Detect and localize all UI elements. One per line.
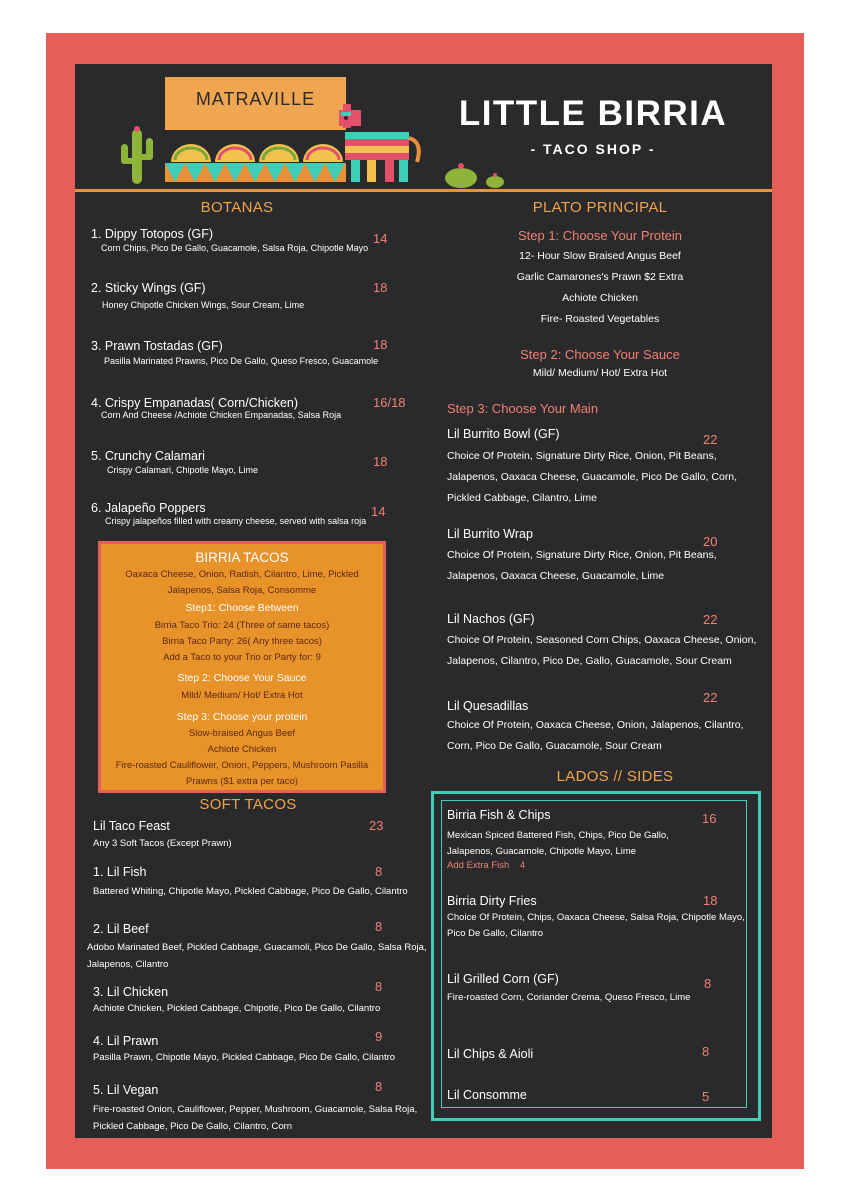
birria-protein-1: Slow-braised Angus Beef xyxy=(188,728,296,739)
main-burrito-wrap-price: 20 xyxy=(703,534,718,549)
plato-principal-title: PLATO PRINCIPAL xyxy=(532,199,668,216)
plato-step-3: Step 3: Choose Your Main xyxy=(447,401,599,416)
main-burrito-wrap-name: Lil Burrito Wrap xyxy=(447,527,533,541)
botanas-item-3-price: 18 xyxy=(373,337,388,352)
lados-title: LADOS // SIDES xyxy=(556,768,674,785)
birria-option-3: Add a Taco to your Trio or Party for: 9 xyxy=(163,652,321,663)
botanas-item-2-price: 18 xyxy=(373,280,388,295)
botanas-item-6-desc: Crispy jalapeños filled with creamy cheese, served with salsa roja xyxy=(105,516,367,526)
soft-taco-feast-name: Lil Taco Feast xyxy=(93,819,170,833)
birria-desc-line-1: Oaxaca Cheese, Onion, Radish, Cilantro, Lime, Pickled xyxy=(125,569,359,580)
birria-step-3: Step 3: Choose your protein xyxy=(176,711,308,723)
side-fish-chips-price: 16 xyxy=(702,811,717,826)
side-fish-chips-desc: Mexican Spiced Battered Fish, Chips, Pico De Gallo, Jalapenos, Guacamole, Chipotle Mayo, Lime xyxy=(447,830,669,857)
main-burrito-bowl-desc: Choice Of Protein, Signature Dirty Rice, Onion, Pit Beans, Jalapenos, Oaxaca Cheese, Guacamole, Pico De Gallo, Corn, Pickled Cabbage, Cilantro, Lime xyxy=(447,450,738,504)
soft-taco-fish-price: 8 xyxy=(375,864,383,879)
plato-protein-4: Fire- Roasted Vegetables xyxy=(540,313,660,325)
side-fish-chips-extra: Add Extra Fish 4 xyxy=(447,860,526,871)
botanas-item-5-desc: Crispy Calamari, Chipotle Mayo, Lime xyxy=(107,465,259,475)
side-consomme-price: 5 xyxy=(702,1089,710,1104)
side-dirty-fries-desc: Choice Of Protein, Chips, Oaxaca Cheese, Salsa Roja, Chipotle Mayo, Pico De Gallo, Cilantro xyxy=(447,912,745,939)
soft-taco-feast-price: 23 xyxy=(369,818,384,833)
soft-taco-beef-price: 8 xyxy=(375,919,383,934)
menu-board xyxy=(75,64,772,1138)
soft-taco-vegan-desc: Fire-roasted Onion, Cauliflower, Pepper, Mushroom, Guacamole, Salsa Roja, Pickled Cabbage, Pico De Gallo, Cilantro, Corn xyxy=(93,1104,418,1132)
botanas-item-2-name: 2. Sticky Wings (GF) xyxy=(91,281,206,295)
main-quesadillas-price: 22 xyxy=(703,690,718,705)
main-burrito-bowl-price: 22 xyxy=(703,432,718,447)
soft-taco-fish-desc: Battered Whiting, Chipotle Mayo, Pickled Cabbage, Pico De Gallo, Cilantro xyxy=(93,886,408,897)
birria-sauce: Mild/ Medium/ Hot/ Extra Hot xyxy=(181,690,303,701)
birria-step-1: Step1: Choose Between xyxy=(185,602,299,614)
page-title: LITTLE BIRRIA xyxy=(458,94,728,133)
soft-taco-fish-name: 1. Lil Fish xyxy=(93,865,147,879)
soft-taco-chicken-price: 8 xyxy=(375,979,383,994)
main-quesadillas-name: Lil Quesadillas xyxy=(447,699,529,713)
plato-protein-3: Achiote Chicken xyxy=(562,292,638,304)
soft-taco-vegan-name: 5. Lil Vegan xyxy=(93,1083,159,1097)
botanas-item-6-price: 14 xyxy=(371,504,386,519)
soft-taco-beef-name: 2. Lil Beef xyxy=(93,922,149,936)
plato-step-2: Step 2: Choose Your Sauce xyxy=(520,347,680,362)
birria-tacos-title: BIRRIA TACOS xyxy=(195,550,289,565)
soft-taco-prawn-desc: Pasilla Prawn, Chipotle Mayo, Pickled Cabbage, Pico De Gallo, Cilantro xyxy=(93,1052,396,1063)
botanas-item-4-desc: Corn And Cheese /Achiote Chicken Empanadas, Salsa Roja xyxy=(101,410,342,420)
cactus-icon xyxy=(117,124,157,184)
plato-step-1: Step 1: Choose Your Protein xyxy=(517,228,683,243)
main-nachos-desc: Choice Of Protein, Seasoned Corn Chips, Oaxaca Cheese, Onion, Jalapenos, Cilantro, Pico De, Gallo, Guacamole, Sour Cream xyxy=(447,634,757,667)
soft-tacos-title: SOFT TACOS xyxy=(199,796,297,813)
side-grilled-corn-price: 8 xyxy=(704,976,712,991)
side-consomme-name: Lil Consomme xyxy=(447,1088,527,1102)
botanas-item-6-name: 6. Jalapeño Poppers xyxy=(91,501,206,515)
soft-taco-vegan-price: 8 xyxy=(375,1079,383,1094)
botanas-item-1-desc: Corn Chips, Pico De Gallo, Guacamole, Salsa Roja, Chipotle Mayo xyxy=(101,243,369,253)
plato-sauce: Mild/ Medium/ Hot/ Extra Hot xyxy=(532,367,668,379)
birria-option-2: Birria Taco Party: 26( Any three tacos) xyxy=(162,636,322,647)
botanas-item-3-name: 3. Prawn Tostadas (GF) xyxy=(91,339,223,353)
birria-tacos-box xyxy=(98,541,386,793)
birria-protein-2: Achiote Chicken xyxy=(207,744,277,755)
pinata-icon xyxy=(337,102,427,184)
birria-protein-3: Fire-roasted Cauliflower, Onion, Peppers, Mushroom Pasilla xyxy=(115,760,369,771)
tacos-icon xyxy=(165,130,346,182)
side-chips-aioli-price: 8 xyxy=(702,1044,710,1059)
botanas-title: BOTANAS xyxy=(200,199,274,216)
botanas-item-4-name: 4. Crispy Empanadas( Corn/Chicken) xyxy=(91,396,299,410)
main-quesadillas-desc: Choice Of Protein, Oaxaca Cheese, Onion, Jalapenos, Cilantro, Corn, Pico De Gallo, Guacamole, Sour Cream xyxy=(447,719,744,752)
main-burrito-wrap-desc: Choice Of Protein, Signature Dirty Rice, Onion, Pit Beans, Jalapenos, Oaxaca Cheese, Guacamole, Lime xyxy=(447,549,717,582)
soft-taco-prawn-name: 4. Lil Prawn xyxy=(93,1034,159,1048)
soft-taco-feast-desc: Any 3 Soft Tacos (Except Prawn) xyxy=(93,838,232,849)
botanas-item-5-price: 18 xyxy=(373,454,388,469)
botanas-item-2-desc: Honey Chipotle Chicken Wings, Sour Cream, Lime xyxy=(102,300,305,310)
banner-text: MATRAVILLE xyxy=(195,89,316,109)
header-divider xyxy=(75,189,772,192)
birria-option-1: Birria Taco Trio: 24 (Three of same tacos) xyxy=(154,620,330,631)
side-grilled-corn-desc: Fire-roasted Corn, Coriander Crema, Queso Fresco, Lime xyxy=(447,992,691,1003)
page-subtitle: - TACO SHOP - xyxy=(530,141,656,157)
botanas-item-5-name: 5. Crunchy Calamari xyxy=(91,449,205,463)
botanas-item-4-price: 16/18 xyxy=(373,395,406,410)
botanas-item-1-price: 14 xyxy=(373,231,388,246)
birria-protein-4: Prawns ($1 extra per taco) xyxy=(186,776,298,787)
side-fish-chips-name: Birria Fish & Chips xyxy=(447,808,551,822)
main-nachos-name: Lil Nachos (GF) xyxy=(447,612,535,626)
side-dirty-fries-name: Birria Dirty Fries xyxy=(447,894,537,908)
main-nachos-price: 22 xyxy=(703,612,718,627)
botanas-item-1-name: 1. Dippy Totopos (GF) xyxy=(91,227,214,241)
soft-taco-beef-desc: Adobo Marinated Beef, Pickled Cabbage, Guacamoli, Pico De Gallo, Salsa Roja, Jalapenos, Cilantro xyxy=(87,942,427,970)
small-cactus-icon xyxy=(439,158,509,188)
soft-taco-prawn-price: 9 xyxy=(375,1029,383,1044)
plato-protein-2: Garlic Camarones's Prawn $2 Extra xyxy=(516,271,684,283)
soft-taco-chicken-name: 3. Lil Chicken xyxy=(93,985,169,999)
side-chips-aioli-name: Lil Chips & Aioli xyxy=(447,1047,534,1061)
botanas-item-3-desc: Pasilla Marinated Prawns, Pico De Gallo, Queso Fresco, Guacamole xyxy=(104,356,379,366)
main-burrito-bowl-name: Lil Burrito Bowl (GF) xyxy=(447,427,560,441)
birria-step-2: Step 2: Choose Your Sauce xyxy=(177,672,307,684)
soft-taco-chicken-desc: Achiote Chicken, Pickled Cabbage, Chipotle, Pico De Gallo, Cilantro xyxy=(93,1003,381,1014)
plato-protein-1: 12- Hour Slow Braised Angus Beef xyxy=(519,250,681,262)
side-grilled-corn-name: Lil Grilled Corn (GF) xyxy=(447,972,559,986)
birria-desc-line-2: Jalapenos, Salsa Roja, Consomme xyxy=(167,585,317,596)
side-dirty-fries-price: 18 xyxy=(703,893,718,908)
